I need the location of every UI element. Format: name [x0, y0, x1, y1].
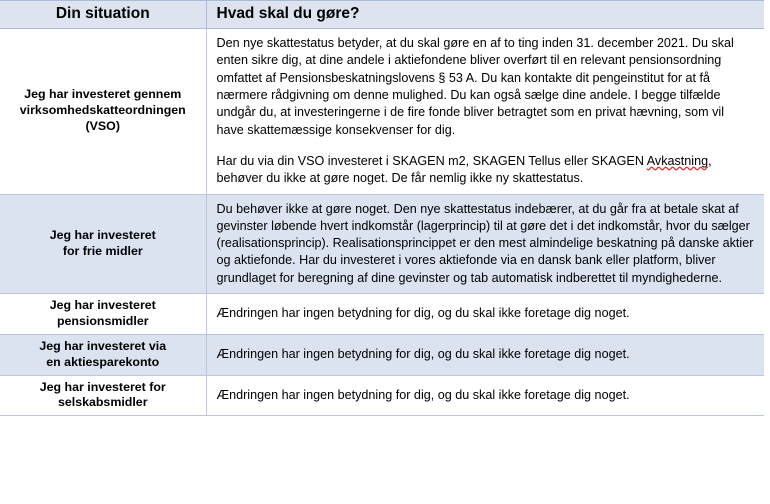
action-cell: [206, 29, 764, 195]
action-paragraph: Ændringen har ingen betydning for dig, og du skal ikke foretage dig noget.: [216, 387, 630, 402]
situation-cell: [0, 334, 206, 375]
situation-line: (VSO): [85, 119, 120, 134]
situation-line: selskabsmidler: [57, 395, 148, 410]
situation-line: Jeg har investeret gennem: [24, 87, 182, 102]
action-paragraph: Du behøver ikke at gøre noget. Den nye skattestatus indebærer, at du går fra at betale skat af gevinster løbende hvert indkomstår (lagerprincip) til at gøre det i det indkomstår, hvor du sælger (realisationsprincip). Realisationsprincippet er den mest almindelige beskatning på danske aktier og aktiefonde. Har du investeret i vores aktiefonde via en dansk bank eller platform, bliver grundlaget for beregning af dine gevinster og tab automatisk indberettet til myndighederne.: [216, 201, 754, 285]
situation-line: for frie midler: [62, 243, 143, 258]
table-row: [0, 29, 764, 195]
situation-line: en aktiesparekonto: [46, 354, 160, 369]
action-cell: [206, 194, 764, 294]
situation-line: Jeg har investeret: [49, 227, 156, 242]
situation-cell: [0, 375, 206, 416]
situation-line: Jeg har investeret: [49, 298, 156, 313]
table-row: [0, 294, 764, 335]
situation-line: virksomhedskatteordningen: [19, 103, 186, 118]
action-paragraph: Den nye skattestatus betyder, at du skal gøre en af to ting inden 31. december 2021. Du skal enten sikre dig, at dine andele i aktiefondene bliver overført til en relevant pensionsordning omfattet af Pensionsbeskatningslovens § 53 A. Du kan kontakte dit pengeinstitut for at få nærmere rådgivning om denne mulighed. Du kan også sælge dine andele. I begge tilfælde undgår du, at investeringerne i de fire fonde bliver betragtet som en privat hævning, som vil have skattemæssige konsekvenser for dig.: [216, 36, 734, 137]
action-paragraph: Ændringen har ingen betydning for dig, og du skal ikke foretage dig noget.: [216, 347, 630, 362]
situation-line: Jeg har investeret via: [39, 338, 167, 353]
action-cell: [206, 334, 764, 375]
column-header-situation: Din situation: [0, 1, 206, 29]
table-row: [0, 334, 764, 375]
action-cell: [206, 375, 764, 416]
action-paragraph: Ændringen har ingen betydning for dig, og du skal ikke foretage dig noget.: [216, 306, 630, 321]
table-row: [0, 194, 764, 294]
situation-cell: [0, 29, 206, 195]
table-row: [0, 375, 764, 416]
table-header-row: [0, 1, 764, 29]
action-cell: [206, 294, 764, 335]
table-body: [0, 29, 764, 416]
situation-line: pensionsmidler: [56, 313, 149, 328]
spellcheck-underlined-word: Avkastning: [646, 153, 709, 168]
situation-cell: [0, 294, 206, 335]
situation-line: Jeg har investeret for: [39, 379, 166, 394]
situation-cell: [0, 194, 206, 294]
column-header-action: Hvad skal du gøre?: [206, 1, 764, 29]
table-header: [0, 1, 764, 29]
action-paragraph-spellchecked: Har du via din VSO investeret i SKAGEN m2, SKAGEN Tellus eller SKAGEN Avkastning, behøver du ikke at gøre noget. De får nemlig ikke ny skattestatus.: [216, 153, 712, 186]
